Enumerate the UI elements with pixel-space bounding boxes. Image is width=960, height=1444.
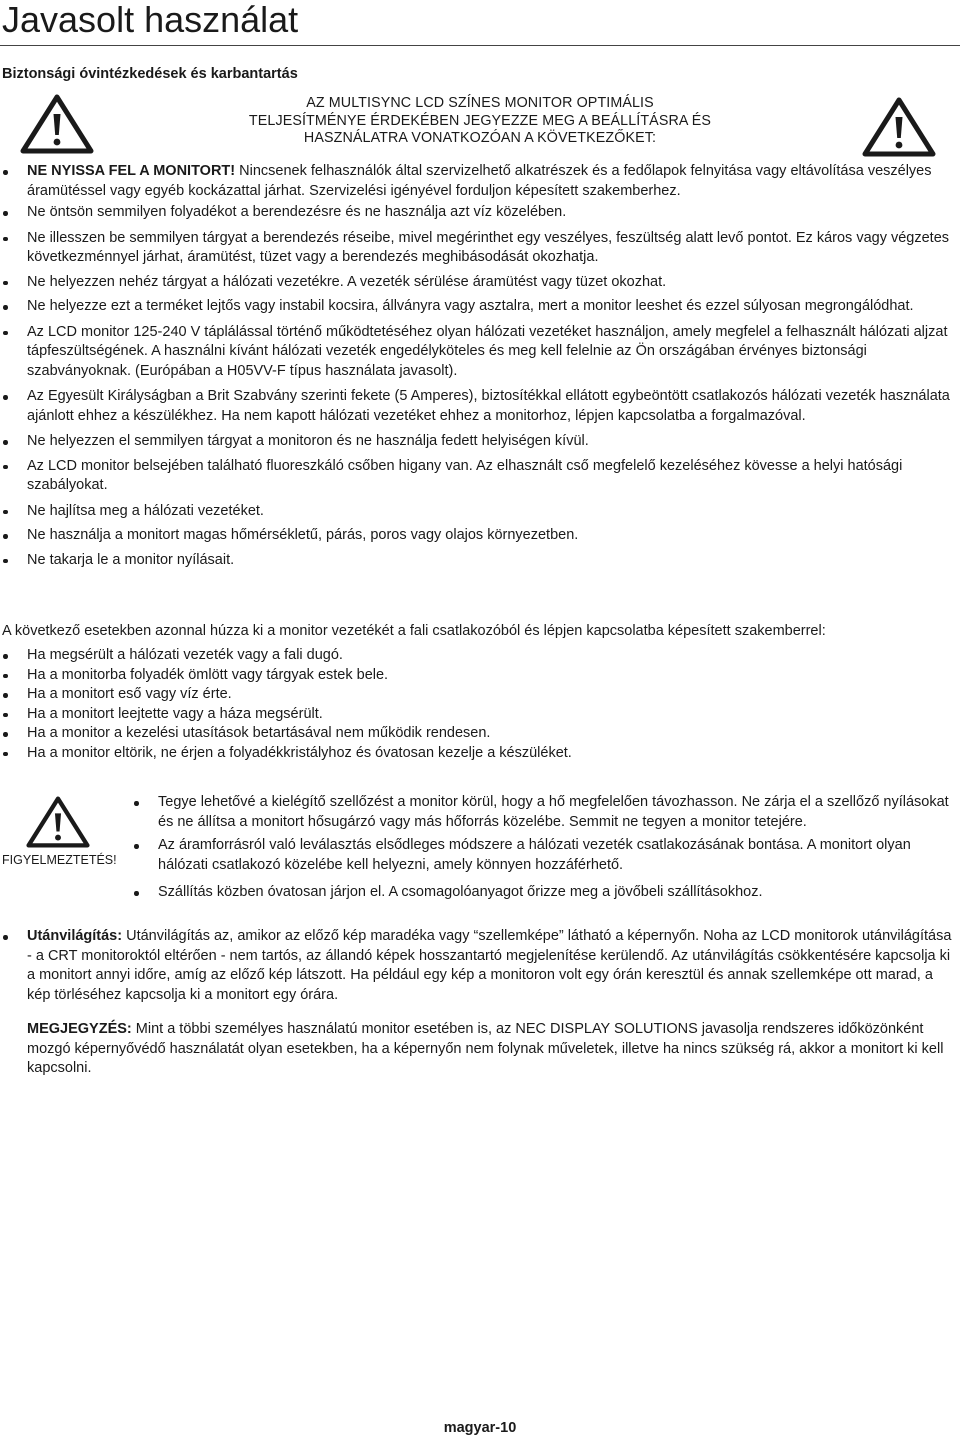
section-heading: Biztonsági óvintézkedések és karbantartás [2, 66, 298, 82]
list-item: Ha a monitor eltörik, ne érjen a folyadékkristályhoz és óvatosan kezelje a készüléket. [0, 744, 960, 764]
list-item: Szállítás közben óvatosan járjon el. A csomagolóanyagot őrizze meg a jövőbeli szállításokhoz. [131, 883, 951, 903]
list-item: Ha a monitorba folyadék ömlött vagy tárgyak estek bele. [0, 666, 960, 686]
list-item-text: Ne illesszen be semmilyen tárgyat a berendezés réseibe, mivel megérinthet egy veszélyes, feszültség alatt levő pontot. Ez káros vagy végzetes következménnyel járhat, áramütést, tüzet vagy a berendezés meghibásodását okozhatja. [27, 229, 950, 265]
list-item [0, 526, 960, 546]
list-item [0, 323, 960, 382]
list-item-lead: Utánvilágítás: [27, 928, 123, 944]
list-item-text: Ne használja a monitort magas hőmérsékletű, párás, poros vagy olajos környezetben. [27, 527, 579, 543]
list-item: Tegye lehetővé a kielégítő szellőzést a monitor körül, hogy a hő megfelelően távozhasson. Ne zárja el a szellőző nyílásokat és ne állítsa a monitort hősugárzó vagy más hőforrás közelébe. Semmit ne tegyen a monitor tetejére. [131, 793, 951, 832]
list-item [0, 387, 960, 426]
list-item [0, 927, 960, 1005]
list-item-text: Ne hajlítsa meg a hálózati vezetéket. [27, 502, 264, 519]
list-item [0, 551, 960, 571]
title-divider [0, 45, 960, 46]
warning-label: FIGYELMEZTETÉS! [2, 853, 117, 867]
page-number: magyar-10 [443, 1420, 517, 1436]
list-item [0, 162, 960, 201]
precautions-list [0, 162, 960, 570]
list-item-text: Utánvilágítás az, amikor az előző kép maradéka vagy “szellemképe” látható a képernyőn. Noha az LCD monitorok utánvilágítása - a CRT monitoroktól eltérően - nem tartós, az állandó képek hosszantartó megjelenítése kerülendő. Az utánvilágítás csökkentésére kapcsolja ki a monitort annyi időre, amíg az előző kép látszott. Ha például egy kép a monitoron volt egy órán keresztül és annak szellemképe ott marad, a kép törléséhez kapcsolja ki a monitort egy órára. [27, 928, 952, 1003]
list-item: Ha a monitor a kezelési utasítások betartásával nem működik rendesen. [0, 724, 960, 744]
note-text: Mint a többi személyes használatú monitor esetében is, az NEC DISPLAY SOLUTIONS javasolja rendszeres időközönként mozgó képernyővédő használatát olyan esetekben, ha a képernyőn nem folynak műveletek, illetve ha nincs szükség rá, akkor a monitort ki kell kapcsolni. [27, 1021, 944, 1076]
page-title: Javasolt használat [2, 0, 299, 40]
list-item: Ha a monitort leejtette vagy a háza megsérült. [0, 705, 960, 725]
list-item [0, 273, 960, 293]
caution-banner-line: AZ MULTISYNC LCD SZÍNES MONITOR OPTIMÁLIS [306, 95, 654, 111]
list-item-text: Ne helyezzen el semmilyen tárgyat a monitoron és ne használja fedett helyiségen kívül. [27, 433, 589, 449]
list-item-text: Ne helyezze ezt a terméket lejtős vagy instabil kocsira, állványra vagy asztalra, mert a monitor leeshet és ezzel súlyosan megrongálódhat. [27, 298, 914, 314]
warning-triangle-icon [862, 97, 936, 157]
warning-list [131, 793, 951, 903]
list-item [0, 457, 960, 496]
list-item [0, 502, 960, 522]
note-lead: MEGJEGYZÉS: [27, 1021, 132, 1037]
caution-banner-line: HASZNÁLATRA VONATKOZÓAN A KÖVETKEZŐKET: [303, 130, 657, 146]
note-paragraph [27, 1020, 957, 1079]
caution-banner [190, 95, 770, 148]
list-item-text: Ne helyezzen nehéz tárgyat a hálózati vezetékre. A vezeték sérülése áramütést vagy tüzet okozhat. [27, 273, 667, 290]
list-item [0, 432, 960, 452]
list-item-lead: NE NYISSA FEL A MONITORT! [27, 163, 236, 179]
warning-triangle-icon [20, 94, 94, 154]
list-item-text: Ne öntsön semmilyen folyadékot a berendezésre és ne használja azt víz közelében. [27, 204, 567, 220]
list-item [0, 297, 960, 317]
list-item: Ha megsérült a hálózati vezeték vagy a fali dugó. [0, 646, 960, 666]
unplug-cases-list [0, 646, 960, 763]
caution-banner-line: TELJESÍTMÉNYE ÉRDEKÉBEN JEGYEZZE MEG A BEÁLLÍTÁSRA ÉS [248, 112, 712, 129]
list-item-text: Az LCD monitor 125-240 V táplálással történő működtetéséhez olyan hálózati vezetéket használjon, amely megfelel a felhasznált hálózati aljzat tápfeszültségének. A használni kívánt hálózati vezeték engedélyköteles és meg kell felelnie az Ön országában érvényes biztonsági szabványoknak. (Európában a H05VV-F típus használata javasolt). [27, 323, 948, 379]
afterimage-list [0, 927, 960, 1005]
list-item-text: Az Egyesült Királyságban a Brit Szabvány szerinti fekete (5 Amperes), biztosítékkal ellátott egybeöntött csatlakozós hálózati vezeték használata ajánlott ehhez a készülékhez. Ha nem kapott hálózati vezetéket ehhez a monitorhoz, lépjen kapcsolatba a forgalmazóval. [27, 388, 950, 424]
list-item [0, 229, 960, 268]
list-item-text: Az LCD monitor belsejében található fluoreszkáló csőben higany van. Az elhasznált cső megfelelő kezeléséhez kövesse a helyi hatósági szabályokat. [27, 457, 903, 493]
list-item-text: Nincsenek felhasználók által szervizelhető alkatrészek és a fedőlapok felnyitása vagy eltávolítása veszélyes áramütéssel vagy egyéb kockázattal járhat. Szervizelési igényével forduljon képesített szakemberhez. [27, 163, 932, 199]
unplug-intro: A következő esetekben azonnal húzza ki a monitor vezetékét a fali csatlakozóból és lépjen kapcsolatba képesített szakemberrel: [2, 623, 826, 639]
warning-triangle-icon [26, 795, 90, 849]
list-item [0, 203, 960, 223]
list-item-text: Ne takarja le a monitor nyílásait. [27, 551, 235, 568]
list-item: Az áramforrásról való leválasztás elsődleges módszere a hálózati vezeték csatlakozásának bontása. A monitort olyan hálózati csatlakozó közelébe kell helyezni, amely könnyen hozzáférhető. [131, 836, 951, 875]
list-item: Ha a monitort eső vagy víz érte. [0, 685, 960, 705]
